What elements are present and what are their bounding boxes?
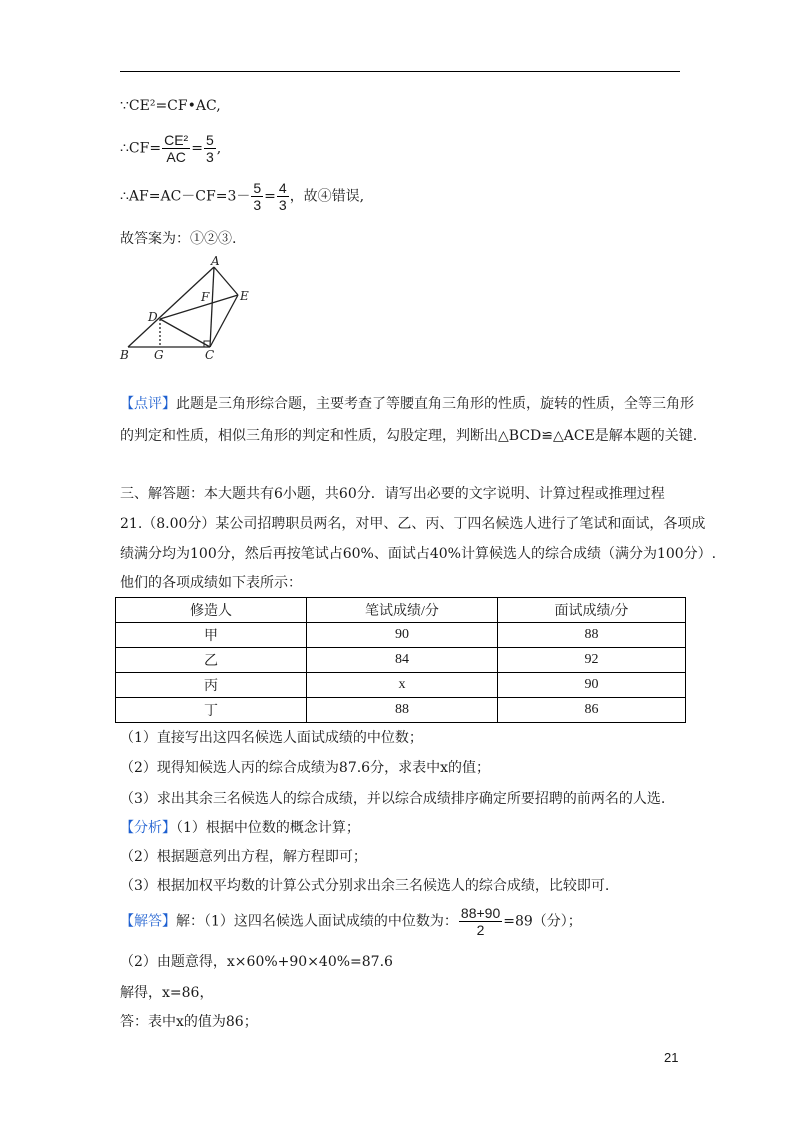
table-cell: 84 [307,648,498,673]
solution-line-3 [120,180,364,213]
equals-sign: = [264,188,276,205]
label-b: B [120,348,129,362]
section-heading: 三、解答题：本大题共有6小题，共60分．请写出必要的文字说明、计算过程或推理过程 [120,486,665,502]
label-a: A [211,255,220,268]
table-header: 面试成绩/分 [498,598,686,623]
label-g: G [154,348,164,362]
segment-ae [214,267,238,295]
table-cell: x [307,673,498,698]
label-e: E [240,289,249,303]
af-prefix: ∴AF=AC－CF=3－ [120,188,251,205]
solution-step-4: 答：表中x的值为86； [120,1014,258,1030]
fraction-median [459,905,502,938]
fraction-4-3 [277,180,289,213]
geometry-figure [118,255,258,365]
equals-sign: = [191,140,203,157]
solution-line-1: ∵CE²=CF•AC, [120,98,221,114]
comment-text-1: 此题是三角形综合题，主要考查了等腰直角三角形的性质，旋转的性质，全等三角形 [176,396,694,412]
header-rule [120,71,680,72]
solution-line-2 [120,132,221,165]
comma: , [216,140,222,157]
fraction-denominator: 2 [476,922,485,938]
table-cell: 丁 [116,698,307,723]
fraction-numerator: 5 [205,132,214,148]
table-cell: 90 [498,673,686,698]
fraction-denominator: 3 [205,149,214,165]
fraction-ce2-ac [162,132,190,165]
fraction-numerator: 4 [278,180,287,196]
solution-step-3: 解得，x=86， [120,985,214,1001]
fraction-denominator: 3 [253,197,262,213]
answer-line: 故答案为：①②③. [120,231,237,247]
label-d: D [148,310,158,324]
solution-step-1-result: =89（分）； [503,913,582,930]
table-row [116,673,686,698]
fraction-5-3 [204,132,216,165]
table-header-row [116,598,686,623]
fraction-denominator: AC [166,149,186,165]
table-row [116,698,686,723]
analysis-line-2: （2）根据题意列出方程，解方程即可； [120,849,367,865]
segment-ac [210,267,214,347]
fraction-numerator: 88+90 [460,905,501,921]
conclusion-text: ，故④错误, [289,188,365,205]
table-cell: 丙 [116,673,307,698]
table-cell: 88 [498,623,686,648]
comment-line-1 [120,393,694,413]
table-cell: 92 [498,648,686,673]
solution-step-1 [120,905,582,938]
question-part-3: （3）求出其余三名候选人的综合成绩，并以综合成绩排序确定所要招聘的前两名的人选. [120,791,666,807]
analysis-line-1 [120,817,360,837]
table-row [116,648,686,673]
table-header: 笔试成绩/分 [307,598,498,623]
table-cell: 90 [307,623,498,648]
cf-prefix: ∴CF= [120,140,162,157]
question-21-line-2: 绩满分均为100分，然后再按笔试占60%、面试占40%计算候选人的综合成绩（满分为100分）. [120,546,717,562]
table-cell: 乙 [116,648,307,673]
fraction-numerator: CE² [164,132,189,148]
analysis-line-3: （3）根据加权平均数的计算公式分别求出余三名候选人的综合成绩，比较即可. [120,878,610,894]
label-c: C [205,348,215,362]
fraction-denominator: 3 [278,197,287,213]
analysis-tag: 【分析】 [120,820,176,836]
segment-dc [160,319,210,347]
question-21-line-1: 21.（8.00分）某公司招聘职员两名，对甲、乙、丙、丁四名候选人进行了笔试和面试，各项成 [120,516,706,532]
question-part-1: （1）直接写出这四名候选人面试成绩的中位数； [120,730,423,746]
table-cell: 88 [307,698,498,723]
label-f: F [201,290,210,304]
table-header: 修造人 [116,598,307,623]
question-part-2: （2）现得知候选人丙的综合成绩为87.6分，求表中x的值； [120,760,490,776]
table-row [116,623,686,648]
solution-step-2: （2）由题意得，x×60%+90×40%=87.6 [120,954,393,970]
solution-step-1-text: 解：（1）这四名候选人面试成绩的中位数为： [176,913,458,930]
page-number: 21 [664,1050,679,1065]
solution-tag: 【解答】 [120,913,176,930]
fraction-5-3 [251,180,263,213]
question-21-line-3: 他们的各项成绩如下表所示： [120,575,302,591]
score-table [115,597,686,723]
table-cell: 甲 [116,623,307,648]
fraction-numerator: 5 [253,180,262,196]
comment-tag: 【点评】 [120,396,176,412]
analysis-text-1: （1）根据中位数的概念计算； [176,820,360,836]
comment-line-2: 的判定和性质，相似三角形的判定和性质，勾股定理，判断出△BCD≌△ACE是解本题的关键. [120,428,698,444]
table-cell: 86 [498,698,686,723]
